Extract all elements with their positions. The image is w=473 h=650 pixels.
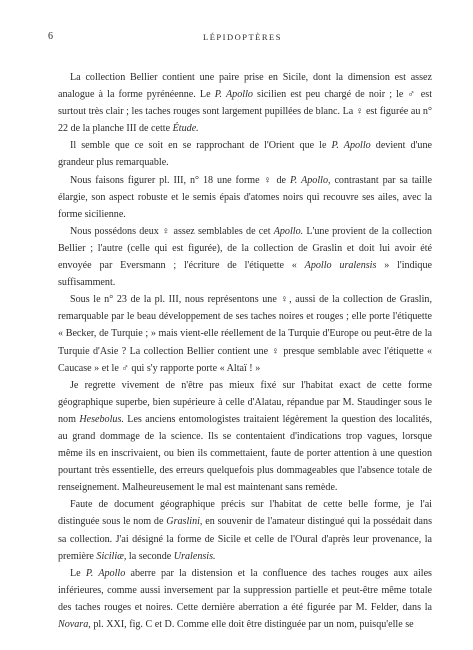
italic-text: Apollo uralensis bbox=[304, 260, 377, 272]
paragraph bbox=[58, 496, 432, 564]
paragraph bbox=[58, 291, 432, 376]
page-header bbox=[48, 30, 437, 44]
text-run: pl. XXI, fig. C et D. Comme elle doit être distinguée par un nom, puisqu'elle se bbox=[90, 619, 414, 630]
text-run: Il semble que ce soit en se rapprochant de l'Orient que le bbox=[70, 140, 332, 152]
italic-text: P. Apollo bbox=[85, 567, 126, 579]
text-run: Les anciens entomologistes traitaient légèrement la question des localités, au grand dommage de la science. Ils se contentaient d'indications trop vagues, lorsque même ils en inscrivaient, ou bien ils commettaient, faute de porter attention à une question pourtant très essentielle, des erreurs quelquefois plus dommageables que l'absence totale de renseignement. Malheureusement le mal est maintenant sans remède. bbox=[58, 413, 433, 494]
text-run: Sous le n° 23 de la pl. III, nous représentons une ♀, aussi de la collection de Graslin, remarquable par le beau développement de ses taches noires et rouges ; elle porte l'étiquette « Becker, de Turquie ; » mais vient-elle réellement de la Turquie d'Europe ou peut-être de la Turquie d'Asie ? La collection Bellier contient une ♀ presque semblable avec l'étiquette « Caucase » et le ♂ qui s'y rapporte porte « Altaï ! » bbox=[58, 294, 432, 374]
text-run: » l'indique suffisamment. bbox=[58, 260, 433, 289]
running-head: LÉPIDOPTÈRES bbox=[203, 32, 282, 42]
italic-text: Étude. bbox=[172, 123, 199, 135]
paragraph bbox=[58, 377, 432, 497]
text-run: Le bbox=[70, 567, 86, 579]
italic-text: Novara, bbox=[58, 619, 91, 630]
paragraph bbox=[58, 223, 432, 291]
text-run: Je regrette vivement de n'être pas mieux fixé sur l'habitat exact de cette forme géographique superbe, bien supérieure à celle d'Alatau, répandue par M. Staudinger sous le nom bbox=[58, 379, 432, 425]
italic-text: Siciliæ, bbox=[96, 550, 127, 562]
text-run: contrastant par sa taille élargie, son aspect robuste et le semis épais d'atomes noirs qui recouvre ses ailes, avec la forme sicilienne. bbox=[58, 174, 432, 220]
text-run: la seconde bbox=[126, 550, 174, 562]
paragraph bbox=[58, 137, 432, 171]
paragraph bbox=[58, 172, 432, 223]
text-run: L'une provient de la collection Bellier ; l'autre (celle qui est figurée), de la collection de Graslin et doit lui avoir été envoyée par Eversmann ; l'écriture de l'étiquette « bbox=[58, 225, 432, 272]
italic-text: P. Apollo bbox=[331, 140, 371, 152]
paragraph bbox=[58, 565, 432, 633]
paragraph bbox=[58, 69, 432, 137]
text-run: sicilien est peu chargé de noir ; le ♂ est surtout très clair ; les taches rouges sont largement pupillées de blanc. La ♀ est figurée au n° 22 de la planche III de cette bbox=[58, 89, 433, 135]
text-run: en souvenir de l'amateur distingué qui la possédait dans sa collection. J'ai désigné la forme de Sicile et celle de l'Oural d'après leur provenance, la première bbox=[58, 516, 433, 562]
text-run: Nous possédons deux ♀ assez semblables de cet bbox=[70, 225, 274, 237]
italic-text: Uralensis. bbox=[173, 550, 216, 562]
text-run: La collection Bellier contient une paire prise en Sicile, dont la dimension est assez analogue à la forme pyrénéenne. Le bbox=[58, 72, 432, 101]
italic-text: P. Apollo, bbox=[289, 174, 331, 186]
page-number: 6 bbox=[48, 31, 53, 42]
italic-text: Graslini, bbox=[166, 516, 203, 528]
text-run: aberre par la distension et la confluence des taches rouges aux ailes inférieures, comme aussi inversement par la suppression partielle et peut-être même totale des taches rouges et noires. Cette dernière aberration a été figurée par M. Felder, dans la bbox=[58, 567, 432, 613]
text-run: Nous faisons figurer pl. III, n° 18 une forme ♀ de bbox=[70, 174, 290, 186]
italic-text: Hesebolus. bbox=[79, 413, 124, 425]
text-run: devient d'une grandeur plus remarquable. bbox=[58, 140, 432, 169]
body-text bbox=[58, 69, 432, 633]
italic-text: Apollo. bbox=[273, 225, 304, 237]
italic-text: P. Apollo bbox=[214, 89, 253, 101]
text-run: Faute de document géographique précis sur l'habitat de cette belle forme, je l'ai distinguée sous le nom de bbox=[58, 499, 432, 528]
